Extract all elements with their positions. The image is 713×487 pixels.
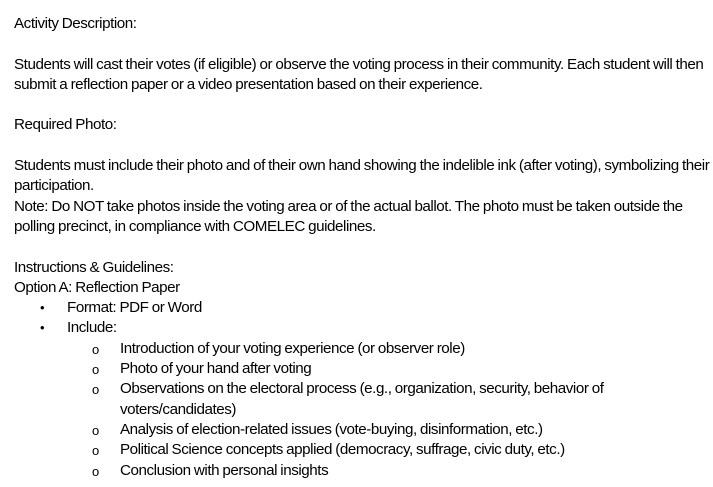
include-item-label: Include: — [67, 319, 117, 337]
include-sub-list — [14, 339, 712, 481]
circle-bullet-icon: o — [92, 422, 99, 438]
required-photo-heading: Required Photo: — [14, 116, 117, 134]
list-item — [14, 420, 712, 440]
activity-description-heading: Activity Description: — [14, 15, 137, 32]
include-sub-item: Photo of your hand after voting — [120, 360, 312, 378]
document-body — [14, 14, 712, 481]
include-sub-item: Conclusion with personal insights — [120, 461, 329, 479]
bullet-icon: • — [40, 300, 45, 316]
activity-description-paragraph: Students will cast their votes (if eligible) or observe the voting process in their community. Each student will then submit a reflection paper or a video presentation based on their experience. — [14, 55, 704, 93]
spacer — [14, 95, 712, 115]
list-item — [14, 339, 712, 359]
instructions-heading: Instructions & Guidelines: — [14, 258, 174, 276]
spacer — [14, 34, 712, 54]
spacer — [14, 136, 712, 156]
include-sub-item: Observations on the electoral process (e.g., organization, security, behavior of voters/candidates) — [120, 380, 604, 418]
include-sub-item: Political Science concepts applied (democracy, suffrage, civic duty, etc.) — [120, 441, 565, 459]
bullet-icon: • — [40, 320, 45, 336]
list-item — [14, 359, 712, 379]
list-item — [14, 440, 712, 460]
circle-bullet-icon: o — [92, 382, 99, 398]
format-item-label: Format: PDF or Word — [67, 299, 202, 317]
include-sub-item: Introduction of your voting experience (or observer role) — [120, 339, 465, 357]
circle-bullet-icon: o — [92, 341, 99, 357]
list-item — [14, 298, 712, 318]
include-sub-item: Analysis of election-related issues (vote-buying, disinformation, etc.) — [120, 420, 543, 438]
circle-bullet-icon: o — [92, 443, 99, 459]
list-item — [14, 461, 712, 481]
required-photo-paragraph: Students must include their photo and of their own hand showing the indelible ink (after voting), symbolizing their participation. — [14, 157, 710, 195]
circle-bullet-icon: o — [92, 463, 99, 479]
required-photo-note: Note: Do NOT take photos inside the voting area or of the actual ballot. The photo must be taken outside the polling precinct, in compliance with COMELEC guidelines. — [14, 197, 683, 235]
spacer — [14, 237, 712, 257]
option-a-heading: Option A: Reflection Paper — [14, 278, 180, 296]
circle-bullet-icon: o — [92, 362, 99, 378]
list-item — [14, 318, 712, 480]
option-a-bullet-list — [14, 298, 712, 481]
list-item — [14, 379, 712, 420]
